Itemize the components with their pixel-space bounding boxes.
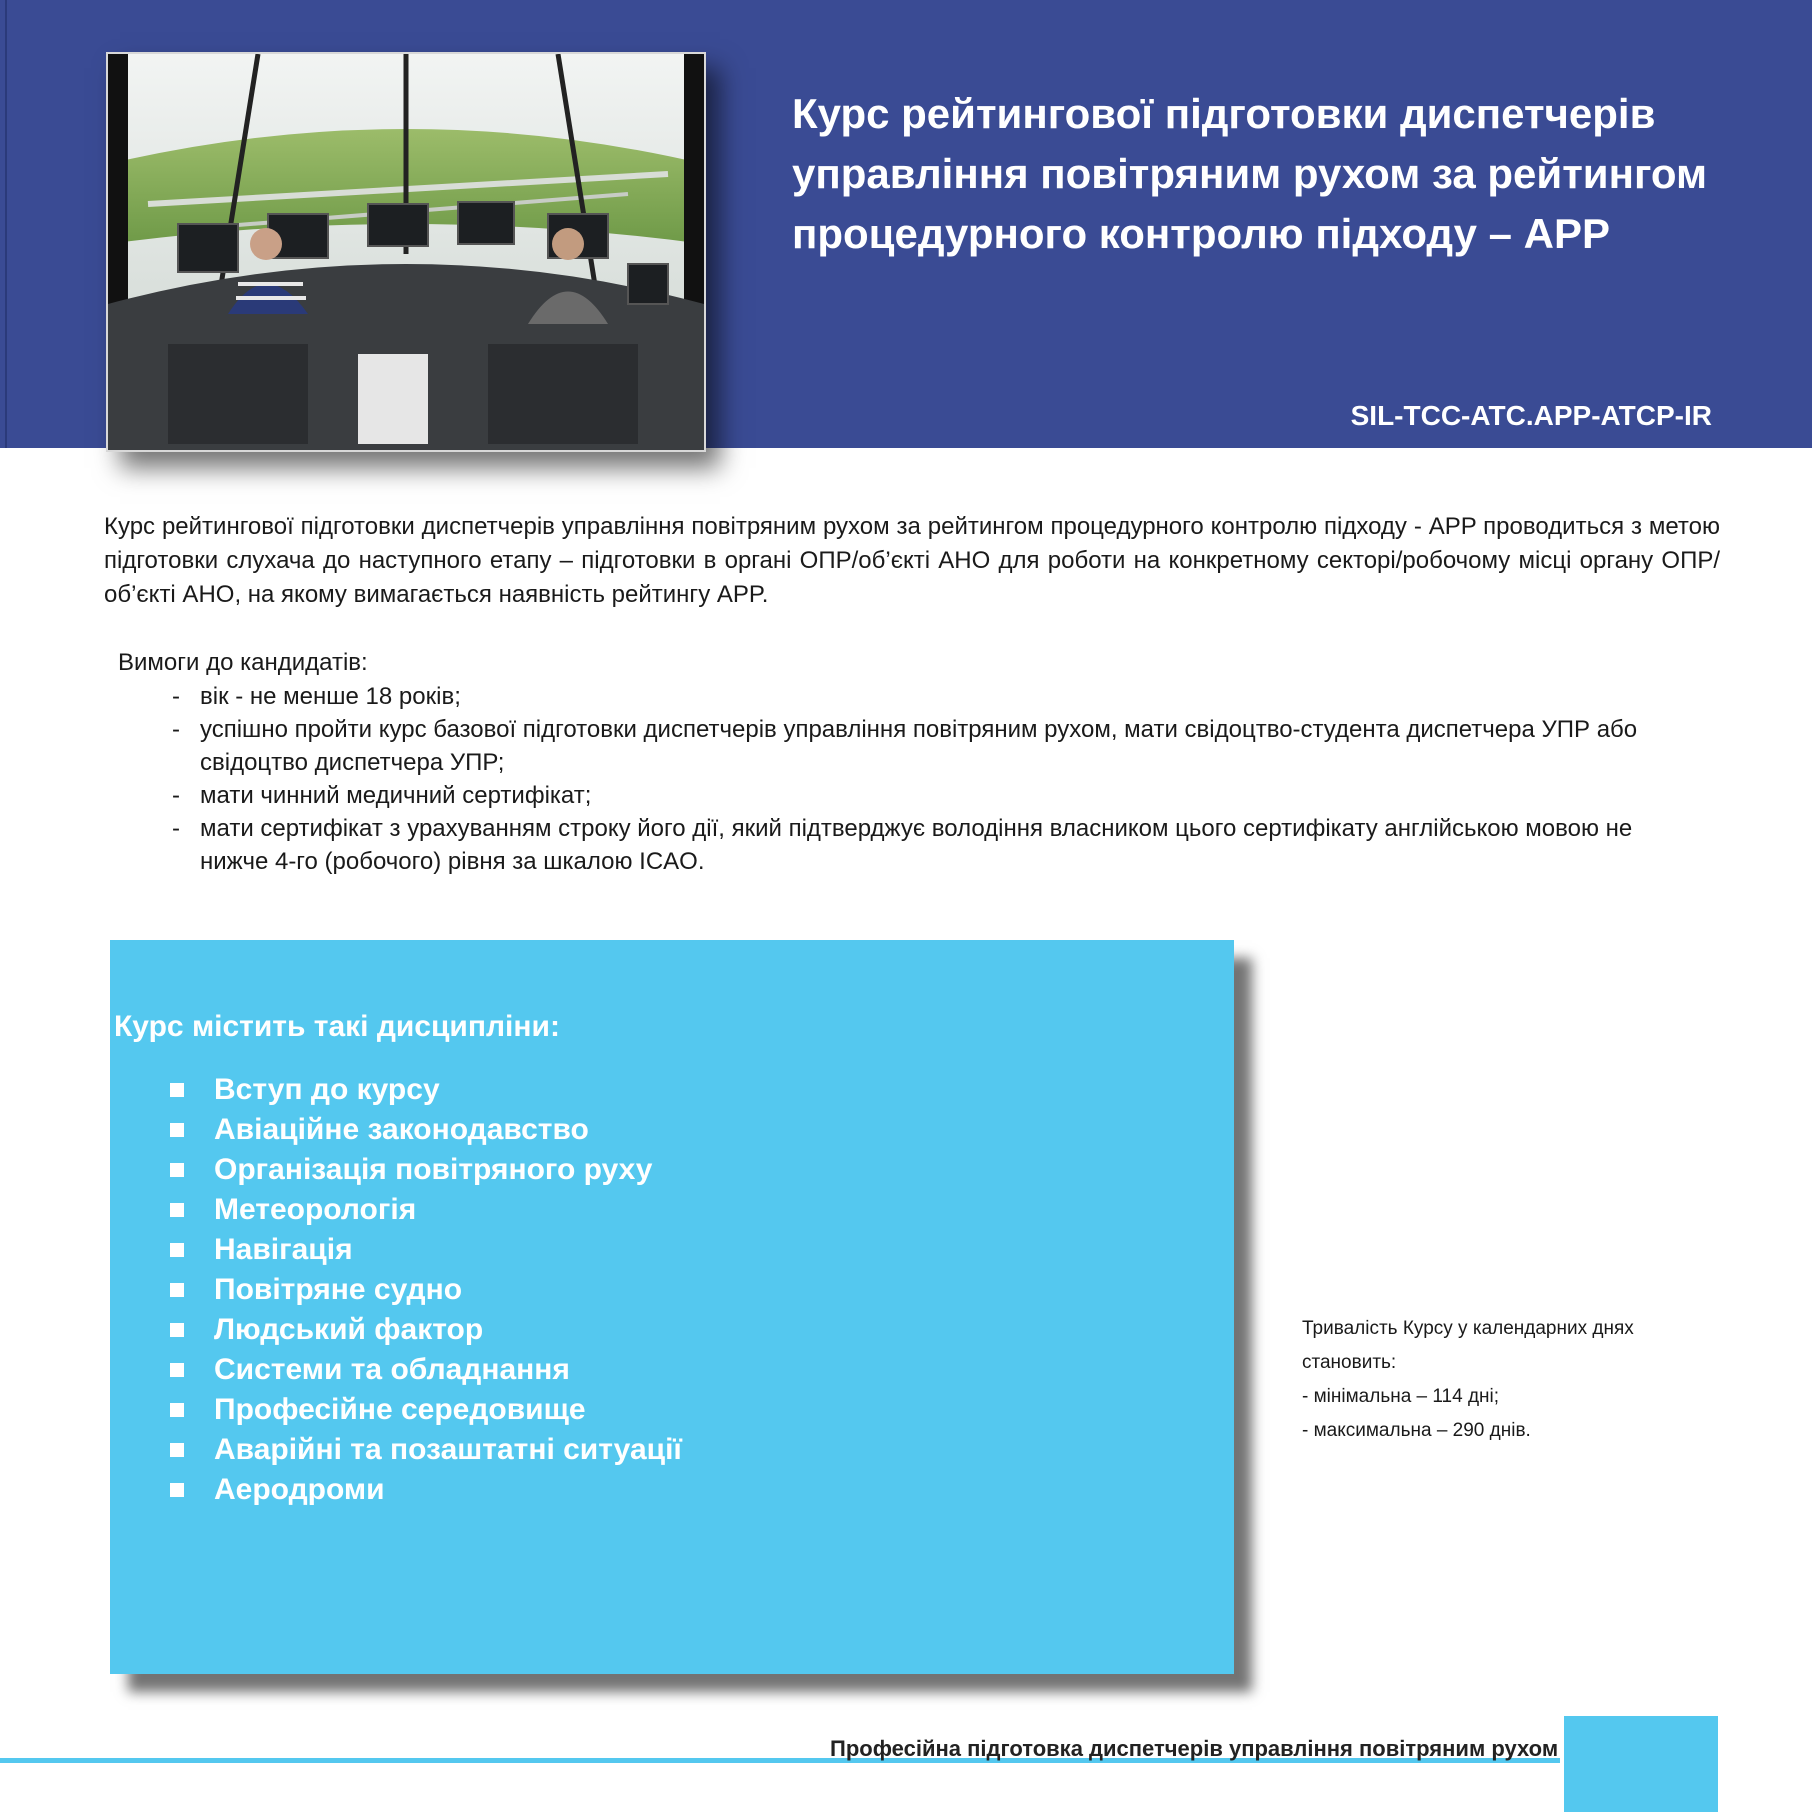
- dash-bullet: -: [172, 716, 180, 743]
- square-bullet-icon: [170, 1283, 184, 1297]
- square-bullet-icon: [170, 1483, 184, 1497]
- course-code: SIL-TCC-ATC.APP-ATCP-IR: [1350, 400, 1712, 431]
- requirement-text: мати чинний медичний сертифікат;: [200, 782, 592, 809]
- requirements-list: [172, 680, 1692, 878]
- requirement-text: успішно пройти курс базової підготовки диспетчерів управління повітряним рухом, мати свідоцтво-студента диспетчера УПР або свідоцтво диспетчера УПР;: [200, 716, 1638, 776]
- square-bullet-icon: [170, 1443, 184, 1457]
- discipline-item: [170, 1390, 682, 1430]
- disciplines-box: [110, 940, 1234, 1674]
- discipline-label: Організація повітряного руху: [214, 1153, 653, 1186]
- discipline-label: Аварійні та позаштатні ситуації: [214, 1433, 682, 1466]
- dash-bullet: -: [172, 683, 180, 710]
- duration-min: - мінімальна – 114 дні;: [1302, 1386, 1500, 1407]
- footer-text: Професійна підготовка диспетчерів управління повітряним рухом: [830, 1736, 1559, 1761]
- discipline-item: [170, 1470, 682, 1510]
- page-title: Курс рейтингової підготовки диспетчерів управління повітряним рухом за рейтингом процедурного контролю підходу – APP: [792, 90, 1708, 257]
- discipline-label: Метеорологія: [214, 1193, 417, 1226]
- dash-bullet: -: [172, 782, 180, 809]
- discipline-item: [170, 1430, 682, 1470]
- discipline-label: Аеродроми: [214, 1473, 385, 1506]
- requirement-text: мати сертифікат з урахуванням строку його дії, який підтверджує володіння власником цього сертифікату англійською мовою не нижче 4-го (робочого) рівня за шкалою ICAO.: [200, 815, 1633, 875]
- discipline-label: Повітряне судно: [214, 1273, 463, 1306]
- duration-note: [1302, 1312, 1722, 1448]
- discipline-label: Навігація: [214, 1233, 353, 1266]
- disciplines-title: Курс містить такі дисципліни:: [114, 1010, 560, 1043]
- discipline-item: [170, 1310, 682, 1350]
- square-bullet-icon: [170, 1163, 184, 1177]
- square-bullet-icon: [170, 1243, 184, 1257]
- intro-paragraph: Курс рейтингової підготовки диспетчерів управління повітряним рухом за рейтингом процедурного контролю підходу - APP проводиться з метою підготовки слухача до наступного етапу – підготовки в органі ОПР/об’єкті АНО для роботи на конкретному секторі/робочому місці органу ОПР/об’єкті АНО, на якому вимагається наявність рейтингу APP.: [104, 513, 1720, 608]
- requirement-item: [172, 812, 1692, 878]
- discipline-item: [170, 1150, 682, 1190]
- discipline-item: [170, 1270, 682, 1310]
- discipline-label: Професійне середовище: [214, 1393, 586, 1426]
- requirement-item: [172, 680, 1692, 713]
- discipline-item: [170, 1190, 682, 1230]
- discipline-label: Вступ до курсу: [214, 1073, 440, 1106]
- square-bullet-icon: [170, 1083, 184, 1097]
- discipline-item: [170, 1230, 682, 1270]
- discipline-item: [170, 1110, 682, 1150]
- duration-line: Тривалість Курсу у календарних днях: [1302, 1318, 1634, 1339]
- square-bullet-icon: [170, 1363, 184, 1377]
- requirements-title: Вимоги до кандидатів:: [118, 649, 368, 676]
- requirement-item: [172, 779, 1692, 812]
- square-bullet-icon: [170, 1123, 184, 1137]
- disciplines-list: [170, 1070, 682, 1510]
- dash-bullet: -: [172, 815, 180, 842]
- square-bullet-icon: [170, 1403, 184, 1417]
- square-bullet-icon: [170, 1323, 184, 1337]
- requirement-item: [172, 713, 1692, 779]
- footer-accent-block: [1564, 1716, 1718, 1812]
- square-bullet-icon: [170, 1203, 184, 1217]
- duration-max: - максимальна – 290 днів.: [1302, 1420, 1531, 1441]
- discipline-label: Системи та обладнання: [214, 1353, 570, 1386]
- discipline-label: Авіаційне законодавство: [214, 1113, 589, 1146]
- discipline-item: [170, 1070, 682, 1110]
- control-tower-photo: [106, 52, 706, 452]
- discipline-label: Людський фактор: [214, 1313, 484, 1346]
- requirement-text: вік - не менше 18 років;: [200, 683, 461, 710]
- duration-line: становить:: [1302, 1352, 1397, 1373]
- discipline-item: [170, 1350, 682, 1390]
- left-rule: [5, 0, 7, 448]
